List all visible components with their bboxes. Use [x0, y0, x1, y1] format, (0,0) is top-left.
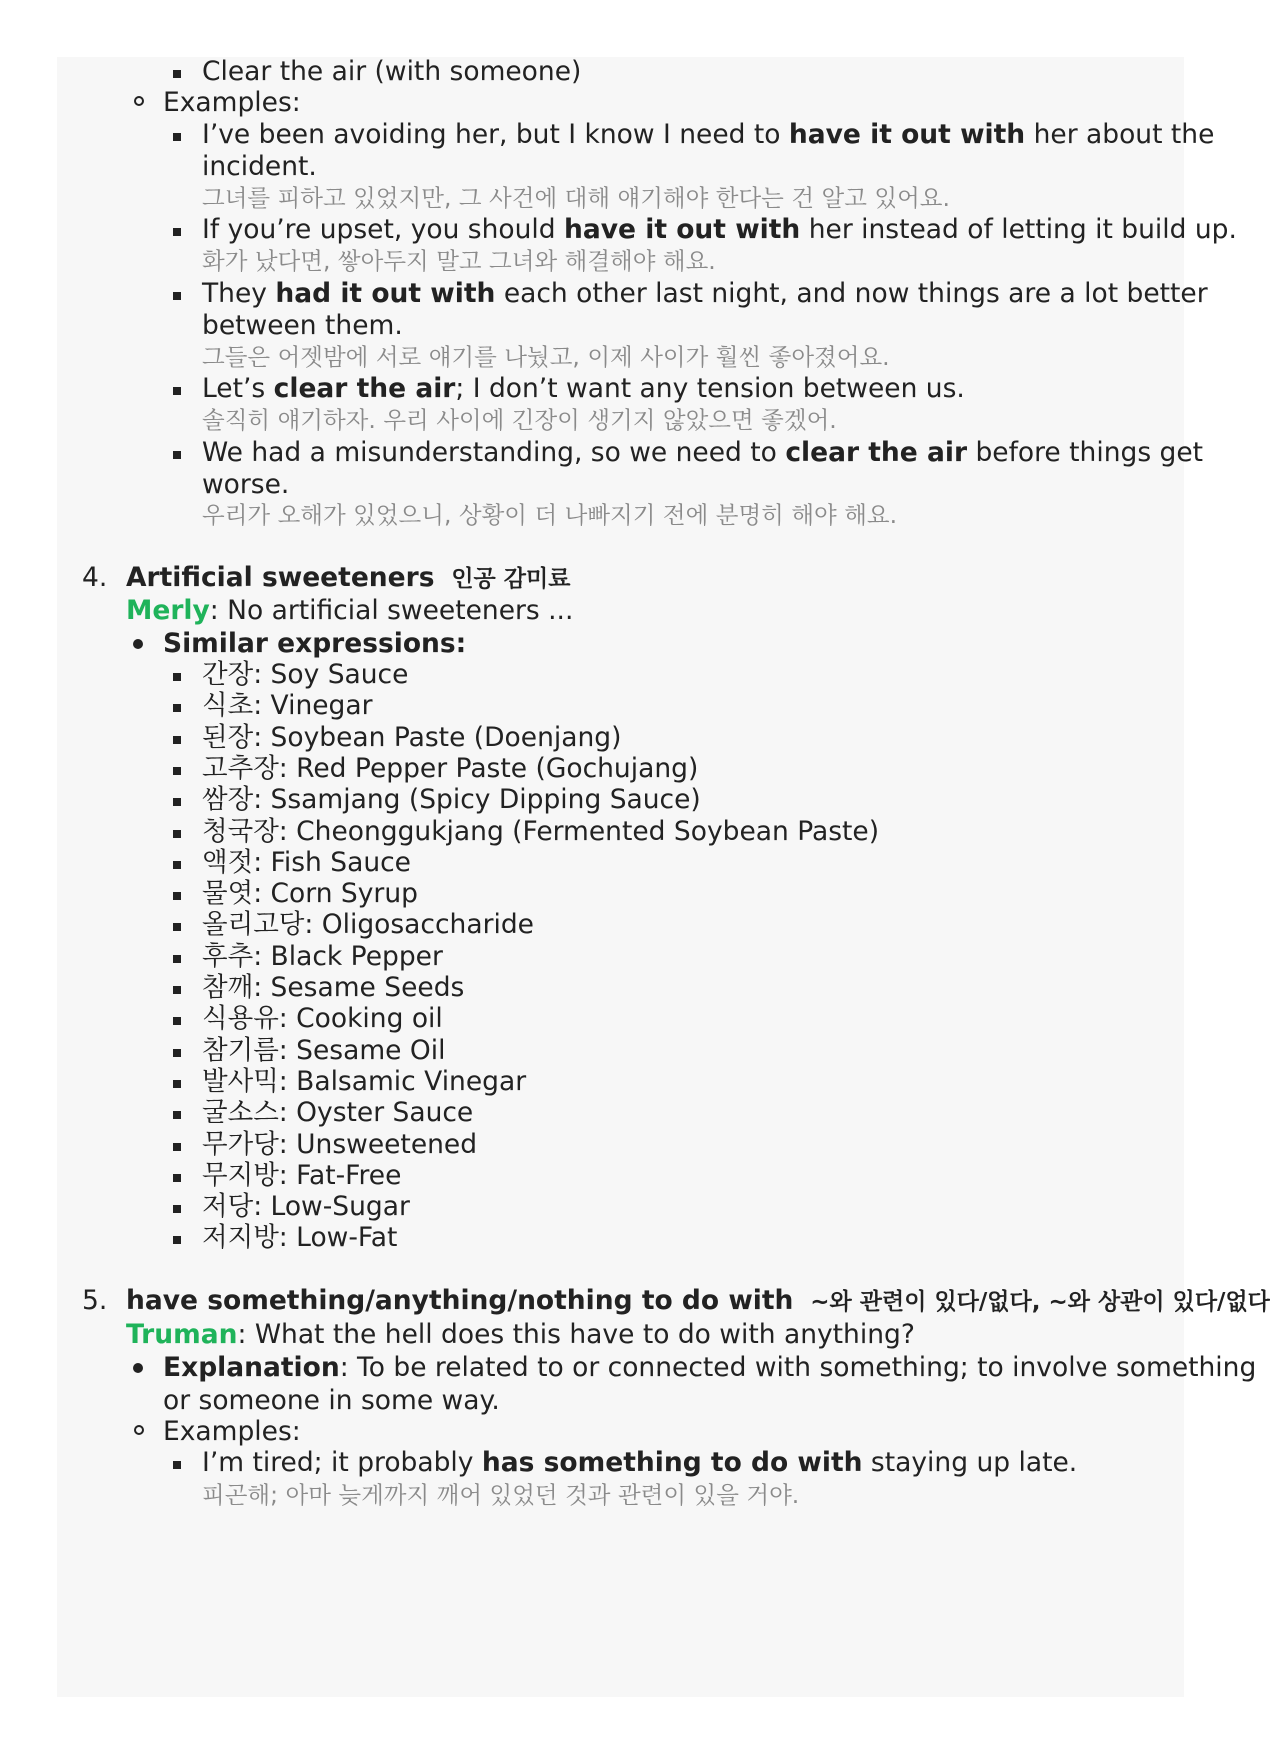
vocab-item: 저당: Low-Sugar	[202, 1190, 410, 1224]
section-4-title: 4. Artificial sweeteners 인공 감미료	[82, 562, 571, 593]
square-bullet-icon	[173, 892, 181, 900]
vocab-item: 참깨: Sesame Seeds	[202, 971, 464, 1005]
document-page: Clear the air (with someone) Examples: I’ve been avoiding her, but I know I need to have it out with her about the incident. 그녀를 피하고 있었지만, 그 사건에 대해 얘기해야 한다는 건 알고 있어요. If you’re upset, you should have it out with her instead of letting it build up. 화가 났다면, 쌓아두지 말고 그녀와 해결해야 해요. They had it out with each other last night, and now things are a lot better between them. 그들은 어젯밤에 서로 얘기를 나눴고, 이제 사이가 훨씬 좋아졌어요. Let’s clear the air; I don’t want any tension between us. 솔직히 얘기하자. 우리 사이에 긴장이 생기지 않았으면 좋겠어. We had a misunderstanding, so we need to clear the air before things get worse. 우리가 오해가 있었으니, 상황이 더 나빠지기 전에 분명히 해야 해요. 4. Artificial sweeteners 인공 감미료 Merly: No artificial sweeteners ... Similar expressions: 5. have something/anything/nothing to do with ~와 관련이 있다/없다, ~와 상관이 있다/없다 Truman: What the hell does this have to do with anything? Explanation: To be related to or connected with something; to involve something or someone in some way. Examples: I’m tired; it probably has something to do with staying up late. 피곤해; 아마 늦게까지 깨어 있었던 것과 관련이 있을 거야. 간장: Soy Sauce 식초: Vinegar 된장: Soybean Paste (Doenjang) 고추장: Red Pepper Paste (Gochujang) 쌈장: Ssamjang (Spicy Dipping Sauce) 청국장: Cheonggukjang (Fermented Soybean Paste) 액젓: Fish Sauce 물엿: Corn Syrup 올리고당: Oligosaccharide 후추: Black Pepper 참깨: Sesame Seeds 식용유: Cooking oil 참기름: Sesame Oil 발사믹: Balsamic Vinegar 굴소스: Oyster Sauce 무가당: Unsweetened 무지방: Fat-Free 저당: Low-Sugar 저지방: Low-Fat	[57, 57, 1184, 1697]
square-bullet-icon	[173, 1174, 181, 1182]
square-bullet-icon	[173, 673, 181, 681]
explanation: Explanation: To be related to or connected with something; to involve something	[163, 1351, 1256, 1385]
vocab-item: 액젓: Fish Sauce	[202, 846, 411, 880]
square-bullet-icon	[173, 1017, 181, 1025]
square-bullet-icon	[173, 1143, 181, 1151]
vocab-item: 저지방: Low-Fat	[202, 1221, 397, 1255]
example-1: I’m tired; it probably has something to do with staying up late.	[202, 1446, 1077, 1480]
square-bullet-icon	[173, 861, 181, 869]
korean-translation: 그들은 어젯밤에 서로 얘기를 나눴고, 이제 사이가 훨씬 좋아졌어요.	[202, 343, 890, 371]
vocab-item: 된장: Soybean Paste (Doenjang)	[202, 721, 621, 755]
disc-bullet-icon	[133, 639, 143, 649]
square-bullet-icon	[173, 133, 181, 141]
square-bullet-icon	[173, 1205, 181, 1213]
square-bullet-icon	[173, 830, 181, 838]
vocab-item: 청국장: Cheonggukjang (Fermented Soybean Paste)	[202, 815, 879, 849]
square-bullet-icon	[173, 767, 181, 775]
square-bullet-icon	[173, 1111, 181, 1119]
vocab-item: 발사믹: Balsamic Vinegar	[202, 1065, 526, 1099]
vocab-item: 참기름: Sesame Oil	[202, 1034, 445, 1068]
korean-translation: 우리가 오해가 있었으니, 상황이 더 나빠지기 전에 분명히 해야 해요.	[202, 501, 898, 529]
circle-bullet-icon	[134, 1425, 144, 1435]
similar-expressions-heading: Similar expressions:	[163, 627, 466, 661]
vocab-item: 후추: Black Pepper	[202, 940, 443, 974]
example-1: I’ve been avoiding her, but I know I need to have it out with her about the	[202, 118, 1214, 152]
square-bullet-icon	[173, 798, 181, 806]
example-2: If you’re upset, you should have it out with her instead of letting it build up.	[202, 213, 1237, 247]
square-bullet-icon	[173, 736, 181, 744]
examples-heading: Examples:	[163, 1415, 301, 1449]
square-bullet-icon	[173, 228, 181, 236]
vocab-item: 올리고당: Oligosaccharide	[202, 908, 534, 942]
korean-translation: 그녀를 피하고 있었지만, 그 사건에 대해 얘기해야 한다는 건 알고 있어요.	[202, 184, 950, 212]
vocab-item: 무가당: Unsweetened	[202, 1128, 477, 1162]
square-bullet-icon	[173, 986, 181, 994]
vocab-item: 식초: Vinegar	[202, 689, 373, 723]
example-3: They had it out with each other last night, and now things are a lot better	[202, 277, 1208, 311]
list-item: Clear the air (with someone)	[202, 55, 581, 89]
vocab-item: 간장: Soy Sauce	[202, 658, 408, 692]
section-5-title: 5. have something/anything/nothing to do with ~와 관련이 있다/없다, ~와 상관이 있다/없다	[82, 1285, 1270, 1316]
square-bullet-icon	[173, 451, 181, 459]
square-bullet-icon	[173, 1080, 181, 1088]
korean-translation: 솔직히 얘기하자. 우리 사이에 긴장이 생기지 않았으면 좋겠어.	[202, 406, 837, 434]
vocab-item: 쌈장: Ssamjang (Spicy Dipping Sauce)	[202, 783, 701, 817]
dialogue-line: Truman: What the hell does this have to do with anything?	[126, 1319, 915, 1350]
disc-bullet-icon	[133, 1363, 143, 1373]
vocab-item: 굴소스: Oyster Sauce	[202, 1096, 473, 1130]
square-bullet-icon	[173, 70, 181, 78]
example-5: We had a misunderstanding, so we need to clear the air before things get	[202, 436, 1203, 470]
vocab-item: 무지방: Fat-Free	[202, 1159, 401, 1193]
vocab-item: 식용유: Cooking oil	[202, 1002, 443, 1036]
square-bullet-icon	[173, 1236, 181, 1244]
korean-translation: 화가 났다면, 쌓아두지 말고 그녀와 해결해야 해요.	[202, 247, 716, 275]
vocab-item: 고추장: Red Pepper Paste (Gochujang)	[202, 752, 698, 786]
square-bullet-icon	[173, 387, 181, 395]
square-bullet-icon	[173, 1049, 181, 1057]
vocab-item: 물엿: Corn Syrup	[202, 877, 418, 911]
square-bullet-icon	[173, 955, 181, 963]
square-bullet-icon	[173, 704, 181, 712]
square-bullet-icon	[173, 1461, 181, 1469]
dialogue-line: Merly: No artificial sweeteners ...	[126, 595, 574, 626]
korean-translation: 피곤해; 아마 늦게까지 깨어 있었던 것과 관련이 있을 거야.	[202, 1481, 800, 1509]
examples-heading: Examples:	[163, 86, 301, 120]
circle-bullet-icon	[134, 96, 144, 106]
square-bullet-icon	[173, 292, 181, 300]
example-4: Let’s clear the air; I don’t want any tension between us.	[202, 372, 965, 406]
square-bullet-icon	[173, 923, 181, 931]
